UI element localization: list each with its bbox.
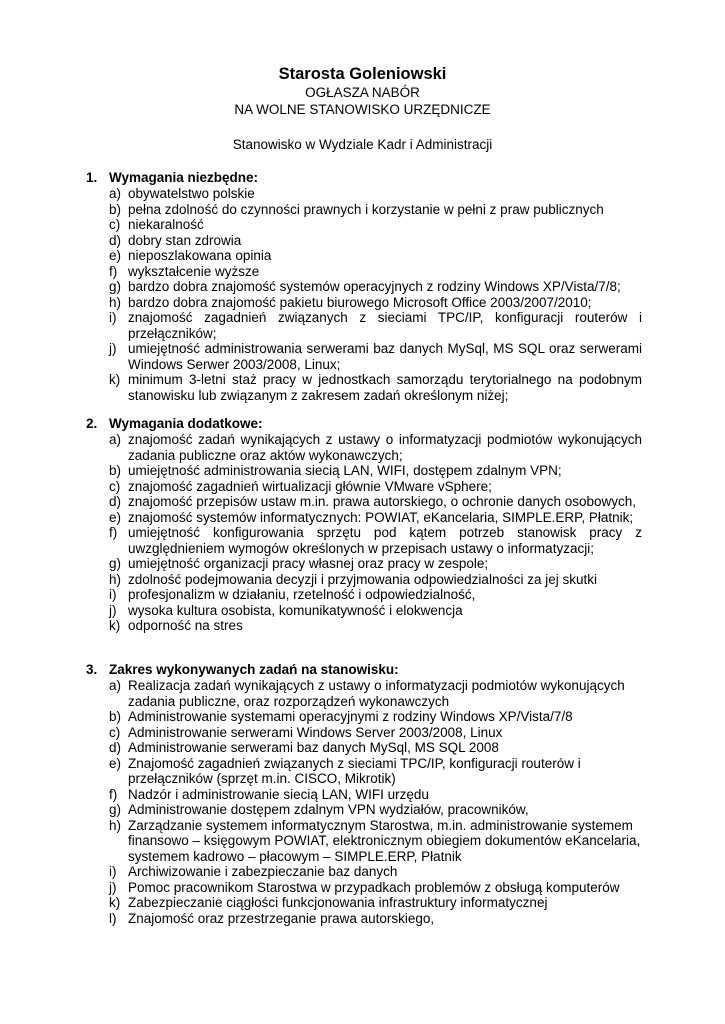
item-letter: c) [109,217,121,232]
list-item [86,678,642,709]
item-text: Administrowanie systemami operacyjnymi z rodziny Windows XP/Vista/7/8 [128,709,573,724]
item-text: obywatelstwo polskie [128,186,255,201]
list-item [86,279,642,295]
list-item [86,248,642,264]
item-text: zdolność podejmowania decyzji i przyjmowania odpowiedzialności za jej skutki [128,571,597,587]
item-letter: f) [109,786,118,802]
list-item [86,725,642,741]
section-duties [86,662,642,926]
item-letter: h) [109,294,122,310]
list-item [86,818,642,865]
list-item [86,802,642,818]
section-number: 1. [86,170,98,185]
item-letter: d) [109,494,122,509]
list-item [86,880,642,896]
section-additional [86,416,642,634]
item-letter: e) [109,755,122,771]
list-item [86,186,642,202]
item-text: odporność na stres [128,618,243,633]
item-text: znajomość przepisów ustaw m.in. prawa autorskiego, o ochronie danych osobowych, [128,494,637,509]
list-item [86,217,642,233]
list-item [86,740,642,756]
list-item [86,233,642,249]
item-letter: f) [109,263,118,279]
item-text: umiejętność konfigurowania sprzętu pod kątem potrzeb stanowisk pracy z uwzględnieniem wymogów określonych w przepisach ustawy o informatyzacji; [128,525,642,556]
list-item [86,479,642,495]
item-text: wykształcenie wyższe [128,263,260,279]
item-text: Pomoc pracownikom Starostwa w przypadkach problemów z obsługą komputerów [128,879,620,895]
item-letter: e) [109,509,122,525]
item-letter: k) [109,895,121,910]
item-letter: b) [109,709,122,724]
section-number: 2. [86,416,98,431]
item-letter: i) [109,864,117,879]
list-item [86,864,642,880]
item-letter: f) [109,525,118,540]
item-letter: d) [109,232,122,248]
item-text: bardzo dobra znajomość systemów operacyjnych z rodziny Windows XP/Vista/7/8; [128,279,621,294]
section-heading [86,416,642,432]
item-letter: h) [109,817,122,833]
item-letter: d) [109,740,122,755]
item-text: wysoka kultura osobista, komunikatywność i elokwencja [128,602,463,618]
item-text: Realizacja zadań wynikających z ustawy o informatyzacji podmiotów wykonujących zadania publiczne, oraz rozporządzeń wykonawczych [128,678,625,709]
list-item [86,603,642,619]
duties-list [86,678,642,926]
item-letter: h) [109,571,122,587]
section-heading [86,662,642,678]
item-letter: c) [109,724,121,740]
item-letter: b) [109,463,122,478]
list-item [86,895,642,911]
item-letter: g) [109,279,122,294]
position-name: Stanowisko w Wydziale Kadr i Administracji [232,137,493,152]
item-letter: k) [109,372,121,387]
item-letter: e) [109,248,122,263]
item-text: umiejętność administrowania siecią LAN, WIFI, dostępem zdalnym VPN; [128,463,562,478]
item-text: umiejętność organizacji pracy własnej oraz pracy w zespole; [128,556,489,571]
section-heading [86,170,642,186]
list-item [86,587,642,603]
item-text: Znajomość zagadnień związanych z sieciami TPC/IP, konfiguracji routerów i przełączników (sprzęt m.in. CISCO, Mikrotik) [128,755,581,786]
list-item [86,525,642,556]
item-text: dobry stan zdrowia [128,232,242,248]
item-text: znajomość zagadnień związanych z sieciami TPC/IP, konfiguracji routerów i przełączników; [128,310,642,341]
announcement-subject: NA WOLNE STANOWISKO URZĘDNICZE [234,102,491,117]
item-text: niekaralność [128,217,204,232]
item-letter: a) [109,432,122,447]
item-text: znajomość zadań wynikających z ustawy o informatyzacji podmiotów wykonujących zadania publiczne oraz aktów wykonawczych; [128,432,642,463]
list-item [86,341,642,372]
item-letter: c) [109,478,121,494]
item-text: Zarządzanie systemem informatycznym Starostwa, m.in. administrowanie systemem finansowo – księgowym POWIAT, elektronicznym obiegiem dokumentów eKancelaria, systemem kadrowo – płacowym – SIMPLE.ERP, Płatnik [128,817,641,864]
list-item [86,264,642,280]
item-text: Administrowanie serwerami Windows Server 2003/2008, Linux [128,724,503,740]
list-item [86,432,642,463]
item-letter: a) [109,678,122,693]
item-letter: g) [109,802,122,817]
item-text: Nadzór i administrowanie siecią LAN, WIFI urzędu [128,786,429,802]
list-item [86,295,642,311]
list-item [86,372,642,403]
section-title: Wymagania niezbędne: [109,170,259,185]
list-item [86,911,642,927]
item-text: bardzo dobra znajomość pakietu biurowego Microsoft Office 2003/2007/2010; [128,294,592,310]
item-letter: i) [109,310,117,325]
item-text: znajomość zagadnień wirtualizacji głównie VMware vSphere; [128,478,492,494]
item-text: Znajomość oraz przestrzeganie prawa autorskiego, [128,910,435,926]
item-letter: j) [109,602,117,618]
item-letter: l) [109,910,117,926]
list-item [86,787,642,803]
requirements-list [86,186,642,403]
item-text: Administrowanie dostępem zdalnym VPN wydziałów, pracowników, [128,802,529,817]
list-item [86,310,642,341]
item-letter: b) [109,201,122,217]
item-text: znajomość systemów informatycznych: POWIAT, eKancelaria, SIMPLE.ERP, Płatnik; [128,509,634,525]
item-letter: k) [109,618,121,633]
item-text: nieposzlakowana opinia [128,248,272,263]
item-text: pełna zdolność do czynności prawnych i korzystanie w pełni z praw publicznych [128,201,604,217]
section-number: 3. [86,662,98,677]
item-text: umiejętność administrowania serwerami baz danych MySql, MS SQL oraz serwerami Windows Serwer 2003/2008, Linux; [128,341,642,372]
list-item [86,494,642,510]
item-letter: a) [109,186,122,201]
list-item [86,709,642,725]
list-item [86,463,642,479]
item-text: Administrowanie serwerami baz danych MySql, MS SQL 2008 [128,740,499,755]
section-title: Zakres wykonywanych zadań na stanowisku: [109,662,399,677]
list-item [86,510,642,526]
additional-requirements-list [86,432,642,634]
list-item [86,556,642,572]
section-title: Wymagania dodatkowe: [109,416,263,431]
announcement-line: OGŁASZA NABÓR [305,85,420,100]
item-text: Archiwizowanie i zabezpieczanie baz danych [128,864,398,879]
list-item [86,756,642,787]
list-item [86,572,642,588]
item-letter: i) [109,587,117,602]
document-title: Starosta Goleniowski [278,65,447,83]
item-letter: g) [109,556,122,571]
list-item [86,618,642,634]
document-header [0,64,725,153]
list-item [86,202,642,218]
item-letter: j) [109,341,117,356]
item-text: minimum 3-letni staż pracy w jednostkach samorządu terytorialnego na podobnym stanowisku lub związanym z zakresem zadań określonym niżej; [128,372,642,403]
item-text: Zabezpieczanie ciągłości funkcjonowania infrastruktury informatycznej [128,895,548,910]
item-text: profesjonalizm w działaniu, rzetelność i odpowiedzialność, [128,587,476,602]
section-required [86,170,642,403]
item-letter: j) [109,879,117,895]
